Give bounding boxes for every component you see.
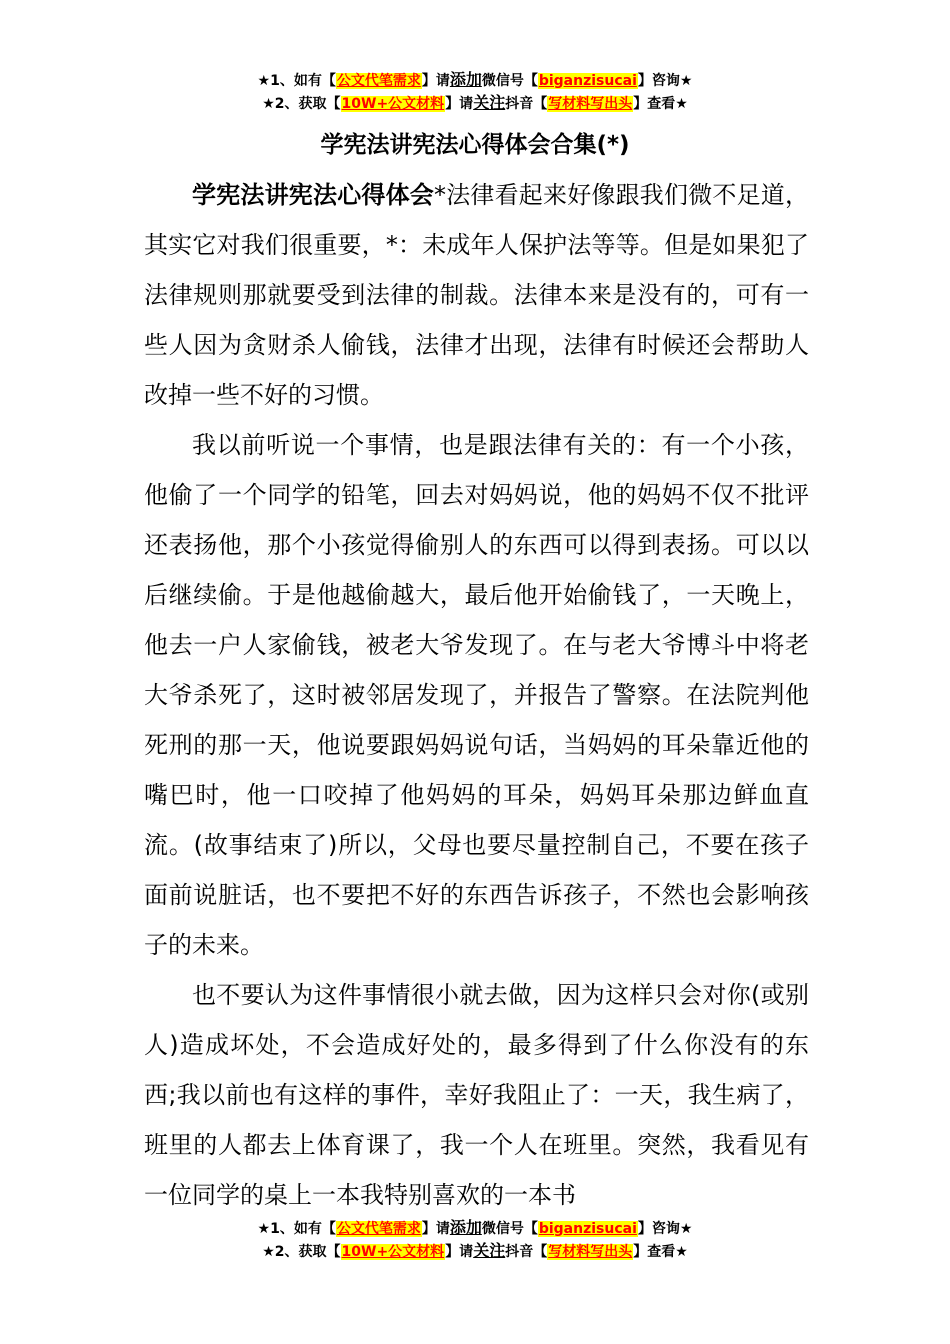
banner-text: ★1、如有【 bbox=[257, 73, 336, 89]
banner-text: 微信号【 bbox=[481, 1221, 538, 1237]
banner-highlight: 写材料写出头 bbox=[548, 96, 633, 112]
banner-emphasis: 关注 bbox=[473, 1241, 506, 1260]
banner-highlight: 公文代笔需求 bbox=[336, 1221, 421, 1237]
banner-text: 微信号【 bbox=[481, 73, 538, 89]
banner-line-2 bbox=[0, 92, 950, 115]
banner-text: 】咨询★ bbox=[637, 73, 693, 89]
banner-text: 】请 bbox=[445, 1244, 474, 1260]
banner-text: 】查看★ bbox=[633, 96, 688, 112]
banner-text: ★2、获取【 bbox=[262, 1244, 341, 1260]
banner-text: 】查看★ bbox=[633, 1244, 688, 1260]
banner-text: 】咨询★ bbox=[637, 1221, 693, 1237]
paragraph-1 bbox=[144, 170, 809, 420]
banner-line-1 bbox=[0, 1217, 950, 1240]
banner-line-2 bbox=[0, 1240, 950, 1263]
banner-highlight: 10W+公文材料 bbox=[341, 96, 445, 112]
banner-text: ★2、获取【 bbox=[262, 96, 341, 112]
banner-text: 】请 bbox=[445, 96, 474, 112]
banner-emphasis: 关注 bbox=[473, 93, 506, 112]
banner-text: 抖音【 bbox=[505, 96, 548, 112]
banner-highlight: 写材料写出头 bbox=[548, 1244, 633, 1260]
paragraph-lead: 学宪法讲宪法心得体会 bbox=[192, 181, 434, 209]
banner-highlight: 公文代笔需求 bbox=[336, 73, 421, 89]
banner-text: 】请 bbox=[421, 1221, 450, 1237]
banner-text: 抖音【 bbox=[505, 1244, 548, 1260]
paragraph-text: *法律看起来好像跟我们微不足道，其实它对我们很重要，*：未成年人保护法等等。但是如果犯了法律规则那就要受到法律的制裁。法律本来是没有的，可有一些人因为贪财杀人偷钱，法律才出现，法律有时候还会帮助人改掉一些不好的习惯。 bbox=[144, 181, 809, 409]
footer-banner bbox=[0, 1217, 950, 1263]
banner-text: 】请 bbox=[421, 73, 450, 89]
document-title: 学宪法讲宪法心得体会合集(*) bbox=[320, 132, 630, 158]
banner-line-1 bbox=[0, 69, 950, 92]
banner-highlight: biganzisucai bbox=[538, 1221, 637, 1237]
header-banner bbox=[0, 69, 950, 115]
banner-highlight: biganzisucai bbox=[538, 73, 637, 89]
banner-highlight: 10W+公文材料 bbox=[341, 1244, 445, 1260]
banner-emphasis: 添加 bbox=[449, 70, 482, 89]
paragraph-2: 我以前听说一个事情，也是跟法律有关的：有一个小孩，他偷了一个同学的铅笔，回去对妈妈说，他的妈妈不仅不批评还表扬他，那个小孩觉得偷别人的东西可以得到表扬。可以以后继续偷。于是他越偷越大，最后他开始偷钱了，一天晚上，他去一户人家偷钱，被老大爷发现了。在与老大爷博斗中将老大爷杀死了，这时被邻居发现了，并报告了警察。在法院判他死刑的那一天，他说要跟妈妈说句话，当妈妈的耳朵靠近他的嘴巴时，他一口咬掉了他妈妈的耳朵，妈妈耳朵那边鲜血直流。(故事结束了)所以，父母也要尽量控制自己，不要在孩子面前说脏话，也不要把不好的东西告诉孩子，不然也会影响孩子的未来。 bbox=[144, 431, 809, 959]
document-body bbox=[144, 170, 809, 1220]
banner-emphasis: 添加 bbox=[449, 1218, 482, 1237]
banner-text: ★1、如有【 bbox=[257, 1221, 336, 1237]
paragraph-3: 也不要认为这件事情很小就去做，因为这样只会对你(或别人)造成坏处，不会造成好处的，最多得到了什么你没有的东西;我以前也有这样的事件，幸好我阻止了：一天，我生病了，班里的人都去上体育课了，我一个人在班里。突然，我看见有一位同学的桌上一本我特别喜欢的一本书 bbox=[144, 981, 809, 1209]
